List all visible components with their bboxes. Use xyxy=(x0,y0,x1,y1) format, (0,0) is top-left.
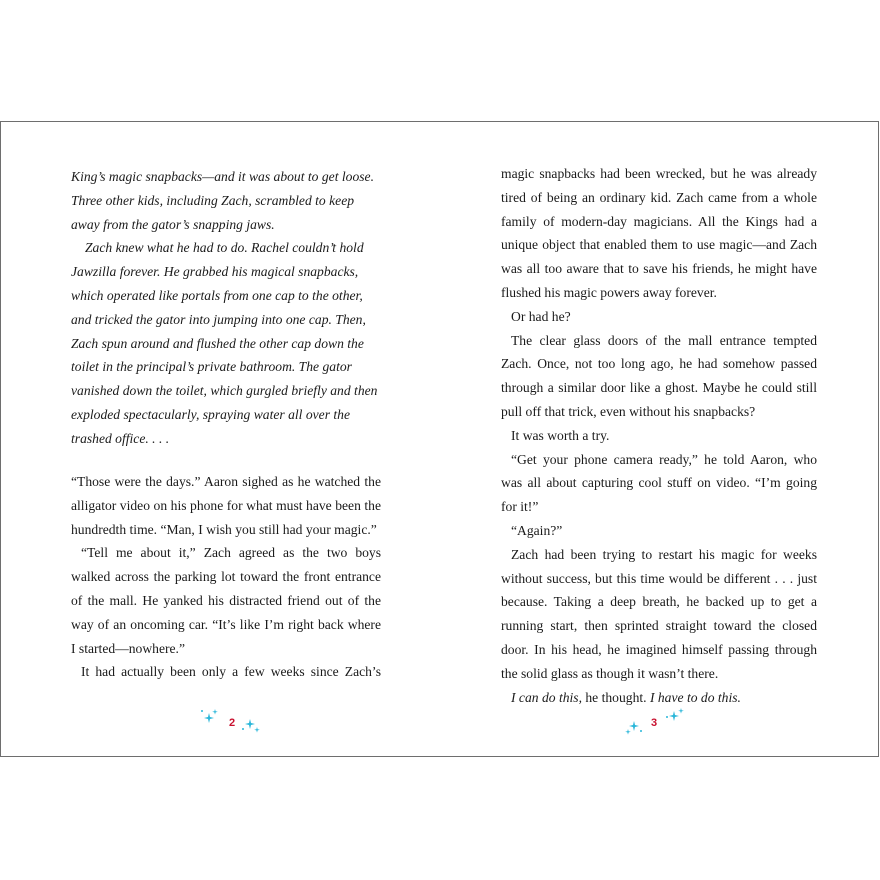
body-paragraph: Zach had been trying to restart his magic for weeks without success, but this time would be different . . . just because. Taking a deep breath, he backed up to get a running start, then sprinted straight toward the closed door. In his head, he imagined himself passing through the solid glass as though it wasn’t there. xyxy=(501,546,817,681)
left-body-text xyxy=(71,470,381,684)
italic-paragraph-1: King’s magic snapbacks—and it was about to get loose. Three other kids, including Zach, scrambled to keep away from the gator’s snapping jaws. xyxy=(71,169,374,232)
body-paragraph: It had actually been only a few weeks since Zach’s xyxy=(81,664,381,680)
page-number: 3 xyxy=(651,717,658,729)
body-paragraph: It was worth a try. xyxy=(511,427,610,443)
page-folio xyxy=(624,707,694,737)
right-page xyxy=(441,122,880,756)
italic-paragraph-2: Zach knew what he had to do. Rachel couldn’t hold Jawzilla forever. He grabbed his magical snapbacks, which operated like portals from one cap to the other, and tricked the gator into jumping into one cap. Then, Zach spun around and flushed the other cap down the toilet in the principal’s private bathroom. The gator vanished down the toilet, which gurgled briefly and then exploded spectacularly, spraying water all over the trashed office. . . . xyxy=(71,240,378,446)
body-paragraph: “Tell me about it,” Zach agreed as the two boys walked across the parking lot toward the front entrance of the mall. He yanked his distracted friend out of the way of an oncoming car. “It’s like I’m right back where I started—nowhere.” xyxy=(71,545,381,656)
body-paragraph: The clear glass doors of the mall entrance tempted Zach. Once, not too long ago, he had somehow passed through a similar door like a ghost. Maybe he could still pull off that trick, even without his snapbacks? xyxy=(501,332,817,419)
italic-thought: I have to do this. xyxy=(649,689,741,705)
sparkle-icon xyxy=(624,707,694,737)
thought-tag: he thought. xyxy=(581,689,650,705)
body-paragraph: “Those were the days.” Aaron sighed as he watched the alligator video on his phone for what must have been the hundredth time. “Man, I wish you still had your magic.” xyxy=(71,474,381,537)
body-paragraph: “Get your phone camera ready,” he told Aaron, who was all about capturing cool stuff on video. “I’m going for it!” xyxy=(501,451,817,515)
page-number: 2 xyxy=(229,717,236,729)
body-paragraph-final xyxy=(501,686,817,710)
flashback-text xyxy=(71,165,381,451)
right-body-text xyxy=(501,162,817,709)
body-paragraph: Or had he? xyxy=(511,308,571,324)
page-folio xyxy=(197,707,267,737)
left-page xyxy=(1,122,441,756)
book-spread xyxy=(0,121,879,757)
body-paragraph: magic snapbacks had been wrecked, but he was already tired of being an ordinary kid. Zach came from a whole family of modern-day magicians. All the Kings had a unique object that enabled them to use magic—and Zach was all too aware that to save his friends, he might have flushed his magic powers away forever. xyxy=(501,166,817,300)
italic-thought: I can do this, xyxy=(511,689,582,705)
body-paragraph: “Again?” xyxy=(511,522,563,538)
